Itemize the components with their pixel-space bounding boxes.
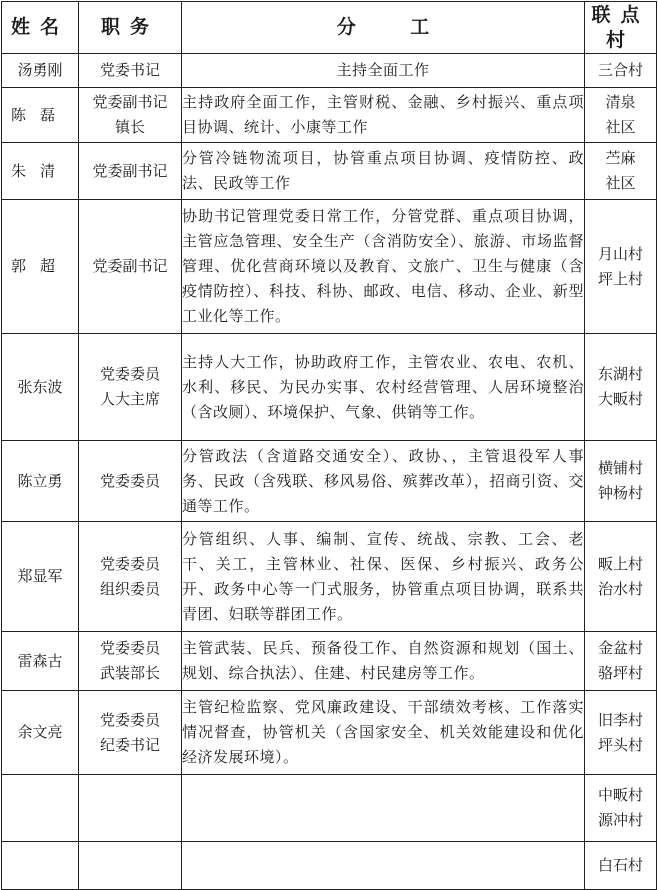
official-name: 朱清 [2, 143, 79, 200]
header-village: 联点村 [585, 2, 657, 54]
official-name: 郭超 [2, 200, 79, 334]
village-line: 畈上村 [597, 554, 643, 573]
village-line: 横铺村 [597, 459, 643, 477]
header-row [2, 2, 657, 54]
position-line: 人大主席 [99, 390, 160, 408]
table-row [2, 88, 657, 143]
header-position: 职务 [79, 2, 182, 54]
linked-village [585, 88, 657, 143]
position-line: 武装部长 [99, 664, 160, 682]
official-duty [182, 775, 585, 842]
position-line: 党委副书记 [92, 161, 168, 180]
village-line: 骆坪村 [597, 664, 643, 682]
village-line: 钟杨村 [597, 484, 643, 502]
table-row [2, 54, 657, 88]
official-duty: 主持全面工作 [182, 54, 585, 88]
official-name: 陈磊 [2, 88, 79, 143]
linked-village [585, 200, 657, 334]
village-line: 清泉 [605, 93, 636, 111]
village-line: 东湖村 [597, 365, 643, 383]
official-name: 陈立勇 [2, 441, 79, 522]
official-duty: 分管组织、人事、编制、宣传、统战、宗教、工会、老干、关工，主管林业、社保、医保、乡村振兴、政务公开、政务中心等一门式服务，协管重点项目协调，联系共青团、妇联等群团工作。 [182, 522, 585, 632]
village-line: 坪上村 [597, 269, 643, 288]
official-duty: 协助书记管理党委日常工作，分管党群、重点项目协调，主管应急管理、安全生产（含消防安全）、旅游、市场监督管理、优化营商环境以及教育、文旅广、卫生与健康（含疫情防控）、科技、科协、邮政、电信、移动、企业、新型工业化等工作。 [182, 200, 585, 334]
official-name: 雷森古 [2, 632, 79, 691]
official-position [79, 143, 182, 200]
official-position [79, 200, 182, 334]
position-line: 党委委员 [99, 471, 160, 490]
header-duty: 分 工 [182, 2, 585, 54]
official-position [79, 842, 182, 890]
linked-village [585, 691, 657, 775]
position-line: 镇长 [114, 118, 145, 136]
official-position [79, 632, 182, 691]
village-line: 大畈村 [597, 390, 643, 408]
position-line: 党委委员 [99, 554, 160, 573]
table-row [2, 522, 657, 632]
official-position [79, 691, 182, 775]
village-line: 旧李村 [597, 710, 643, 729]
position-line: 组织委员 [99, 579, 160, 598]
official-name: 郑显军 [2, 522, 79, 632]
position-line: 党委委员 [99, 639, 160, 657]
official-name: 张东波 [2, 334, 79, 441]
official-duty: 主持人大工作，协助政府工作，主管农业、农电、农机、水利、移民、为民办实事、农村经营管理、人居环境整治（含改厕）、环境保护、气象、供销等工作。 [182, 334, 585, 441]
village-line: 源冲村 [597, 811, 643, 829]
official-duty: 主管纪检监察、党风廉政建设、干部绩效考核、工作落实情况督查，协管机关（含国家安全、机关效能建设和优化经济发展环境）。 [182, 691, 585, 775]
official-duty: 分管政法（含道路交通安全）、政协、，主管退役军人事务、民政（含残联、移风易俗、殡葬改革），招商引资、交通等工作。 [182, 441, 585, 522]
official-position [79, 88, 182, 143]
position-line: 党委委员 [99, 710, 160, 729]
table-row [2, 775, 657, 842]
table-row [2, 200, 657, 334]
linked-village [585, 54, 657, 88]
village-line: 社区 [605, 118, 636, 136]
header-name: 姓名 [2, 2, 79, 54]
position-line: 纪委书记 [99, 735, 160, 754]
village-line: 苎麻 [605, 149, 636, 167]
duty-assignment-table [1, 1, 657, 890]
village-line: 中畈村 [597, 786, 643, 804]
official-name: 汤勇刚 [2, 54, 79, 88]
linked-village [585, 775, 657, 842]
linked-village [585, 522, 657, 632]
position-line: 党委副书记 [92, 257, 168, 275]
table-row [2, 441, 657, 522]
official-duty [182, 842, 585, 890]
table-row [2, 143, 657, 200]
linked-village [585, 441, 657, 522]
table-row [2, 632, 657, 691]
official-name [2, 775, 79, 842]
linked-village [585, 842, 657, 890]
village-line: 月山村 [597, 244, 643, 263]
village-line: 坪头村 [597, 735, 643, 754]
table-row [2, 334, 657, 441]
village-line: 社区 [605, 174, 636, 192]
position-line: 党委书记 [99, 61, 160, 79]
table-row [2, 842, 657, 890]
official-position [79, 441, 182, 522]
village-line: 三合村 [597, 61, 643, 79]
village-line: 治水村 [597, 579, 643, 598]
position-line: 党委副书记 [92, 93, 168, 111]
linked-village [585, 632, 657, 691]
position-line: 党委委员 [99, 365, 160, 383]
official-position [79, 775, 182, 842]
official-position [79, 334, 182, 441]
official-position [79, 522, 182, 632]
official-name: 余文亮 [2, 691, 79, 775]
linked-village [585, 334, 657, 441]
linked-village [585, 143, 657, 200]
official-position [79, 54, 182, 88]
official-duty: 主管武装、民兵、预备役工作、自然资源和规划（国土、规划、综合执法）、住建、村民建房等工作。 [182, 632, 585, 691]
village-line: 白石村 [597, 856, 643, 874]
village-line: 金盆村 [597, 639, 643, 657]
official-duty: 分管冷链物流项目，协管重点项目协调、疫情防控、政法、民政等工作 [182, 143, 585, 200]
official-name [2, 842, 79, 890]
official-duty: 主持政府全面工作，主管财税、金融、乡村振兴、重点项目协调、统计、小康等工作 [182, 88, 585, 143]
table-row [2, 691, 657, 775]
